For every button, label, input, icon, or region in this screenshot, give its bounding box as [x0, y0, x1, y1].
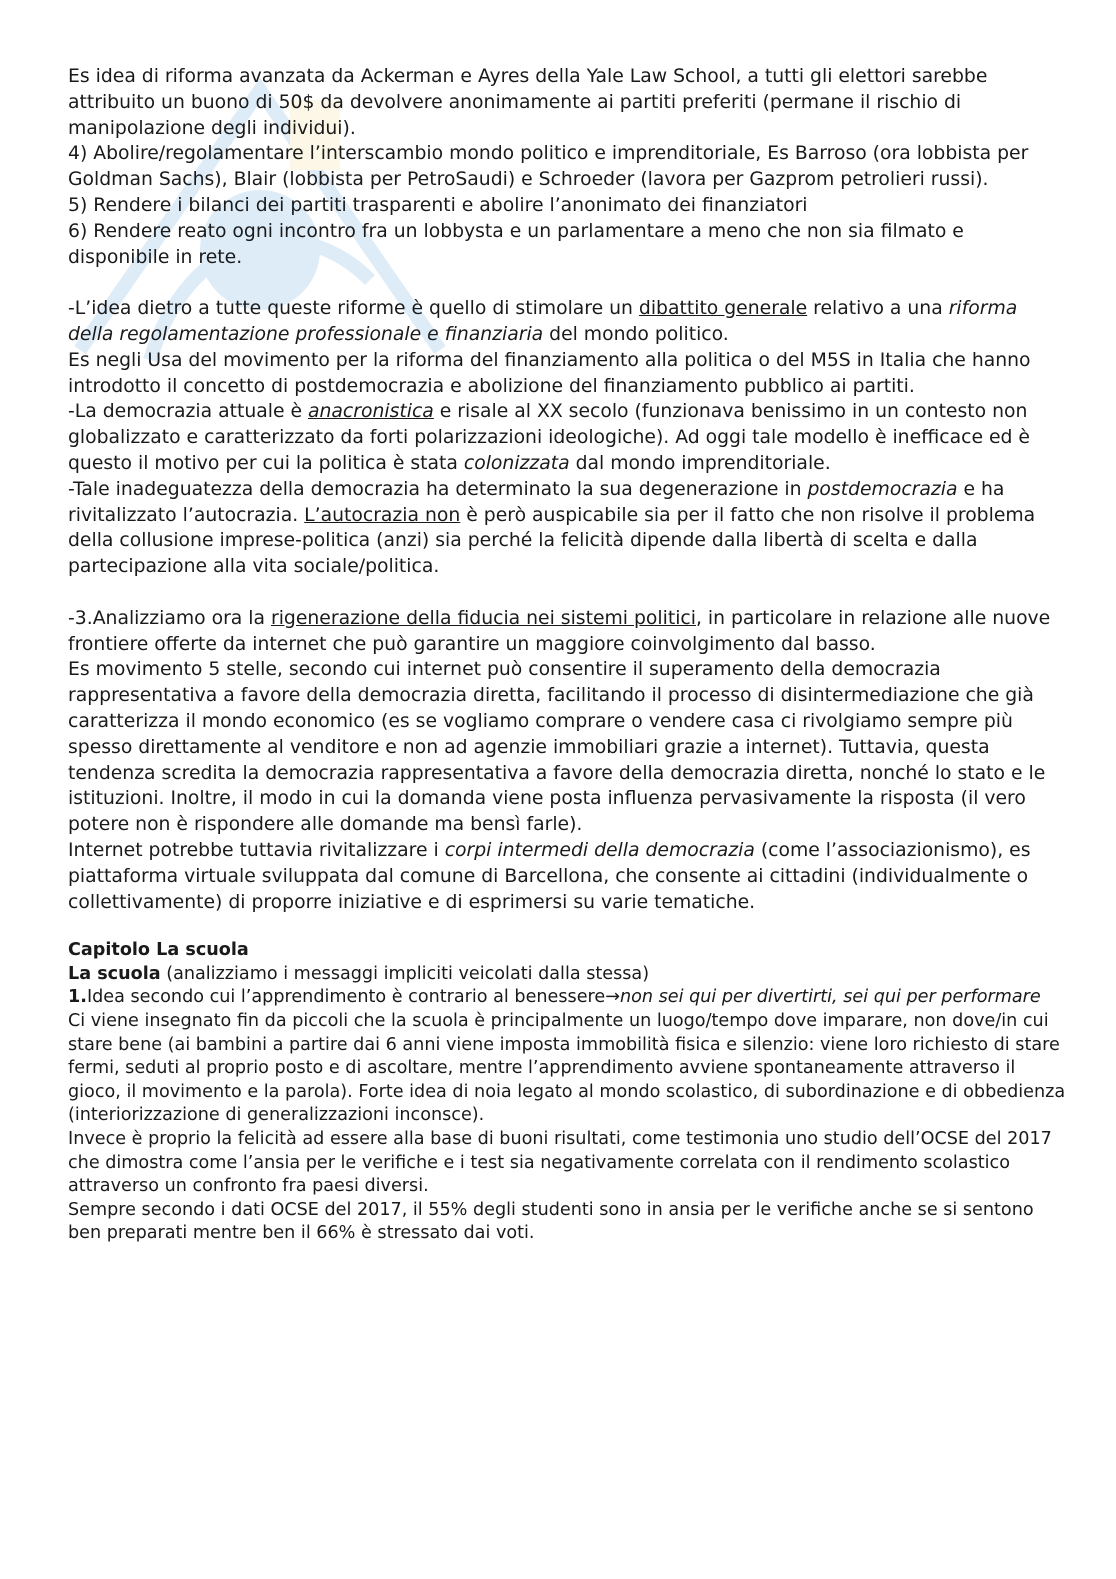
paragraph-ackerman: Es idea di riforma avanzata da Ackerman e Ayres della Yale Law School, a tutti gli elettori sarebbe attribuito un buono di 50$ da devolvere anonimamente ai partiti preferiti (permane il rischio di manipolazione degli individui). [68, 66, 988, 139]
point-1-heading: 1.Idea secondo cui l’apprendimento è contrario al benessere→non sei qui per divertirti, sei qui per performare [68, 987, 1041, 1008]
paragraph-intermediate-bodies: Internet potrebbe tuttavia rivitalizzare i corpi intermedi della democrazia (come l’associazionismo), es piattaforma virtuale sviluppata dal comune di Barcellona, che consente ai cittadini (individualmente o collettivamente) di proporre iniziative e di esprimersi su varie tematiche. [68, 839, 1031, 913]
section-democracy [68, 64, 1068, 915]
paragraph-anachronistic: -La democrazia attuale è anacronistica e risale al XX secolo (funzionava benissimo in un contesto non globalizzato e caratterizzato da forti polarizzazioni ideologiche). Ad oggi tale modello è inefficace ed è questo il motivo per cui la politica è stata colonizzata dal mondo imprenditoriale. [68, 401, 1030, 474]
document-page [68, 64, 1068, 1246]
paragraph-postdemocracy: -Tale inadeguatezza della democrazia ha determinato la sua degenerazione in postdemocrazia e ha rivitalizzato l’autocrazia. L’autocrazia non è però auspicabile sia per il fatto che non risolve il problema della collusione imprese-politica (anzi) sia perché la felicità dipende dalla libertà di scelta e dalla partecipazione alla vita sociale/politica. [68, 478, 1036, 578]
arrow-right-icon: → [605, 987, 620, 1008]
chapter-title: Capitolo La scuola [68, 940, 249, 961]
paragraph-usa-m5s: Es negli Usa del movimento per la riforma del finanziamento alla politica o del M5S in Italia che hanno introdotto il concetto di postdemocrazia e abolizione del finanziamento pubblico ai partiti. [68, 349, 1031, 397]
paragraph-ocse-study: Invece è proprio la felicità ad essere alla base di buoni risultati, come testimonia uno studio dell’OCSE del 2017 che dimostra come l’ansia per le verifiche e i test sia negativamente correlata con il rendimento scolastico attraverso un confronto fra paesi diversi. [68, 1129, 1052, 1197]
paragraph-ocse-data: Sempre secondo i dati OCSE del 2017, il 55% degli studenti sono in ansia per le verifiche anche se si sentono ben preparati mentre ben il 66% è stressato dai voti. [68, 1199, 1034, 1244]
blank-line [68, 270, 1068, 296]
paragraph-item-5: 5) Rendere i bilanci dei partiti trasparenti e abolire l’anonimato dei finanziatori [68, 194, 808, 216]
paragraph-regeneration: -3.Analizziamo ora la rigenerazione della fiducia nei sistemi politici, in particolare in relazione alle nuove frontiere offerte da internet che può garantire un maggiore coinvolgimento dal basso. [68, 607, 1051, 655]
paragraph-reform-idea: -L’idea dietro a tutte queste riforme è quello di stimolare un dibattito generale relativo a una riforma della regolamentazione professionale e finanziaria del mondo politico. [68, 298, 1018, 345]
paragraph-learning: Ci viene insegnato fin da piccoli che la scuola è principalmente un luogo/tempo dove imparare, non dove/in cui stare bene (ai bambini a partire dai 6 anni viene imposta immobilità fisica e silenzio: viene loro richiesto di stare fermi, seduti al proprio posto e di ascoltare, mentre l’apprendimento avviene spontaneamente attraverso il gioco, il movimento e la parola). Forte idea di noia legato al mondo scolastico, di subordinazione e di obbedienza (interiorizzazione di generalizzazioni inconsce). [68, 1011, 1066, 1126]
section-heading: La scuola (analizziamo i messaggi impliciti veicolati dalla stessa) [68, 963, 650, 984]
paragraph-item-4: 4) Abolire/regolamentare l’interscambio mondo politico e imprenditoriale, Es Barroso (ora lobbista per Goldman Sachs), Blair (lobbista per PetroSaudi) e Schroeder (lavora per Gazprom petrolieri russi). [68, 143, 1029, 191]
blank-line [68, 580, 1068, 606]
paragraph-item-6: 6) Rendere reato ogni incontro fra un lobbysta e un parlamentare a meno che non sia filmato e disponibile in rete. [68, 220, 964, 268]
paragraph-m5s-internet: Es movimento 5 stelle, secondo cui internet può consentire il superamento della democrazia rappresentativa a favore della democrazia diretta, facilitando il processo di disintermediazione che già caratterizza il mondo economico (es se vogliamo comprare o vendere casa ci rivolgiamo sempre più spesso direttamente al venditore e non ad agenzie immobiliari grazie a internet). Tuttavia, questa tendenza scredita la democrazia rappresentativa a favore della democrazia diretta, nonché lo stato e le istituzioni. Inoltre, il modo in cui la domanda viene posta influenza pervasivamente la risposta (il vero potere non è rispondere alle domande ma bensì farle). [68, 659, 1046, 836]
section-school [68, 939, 1068, 1246]
